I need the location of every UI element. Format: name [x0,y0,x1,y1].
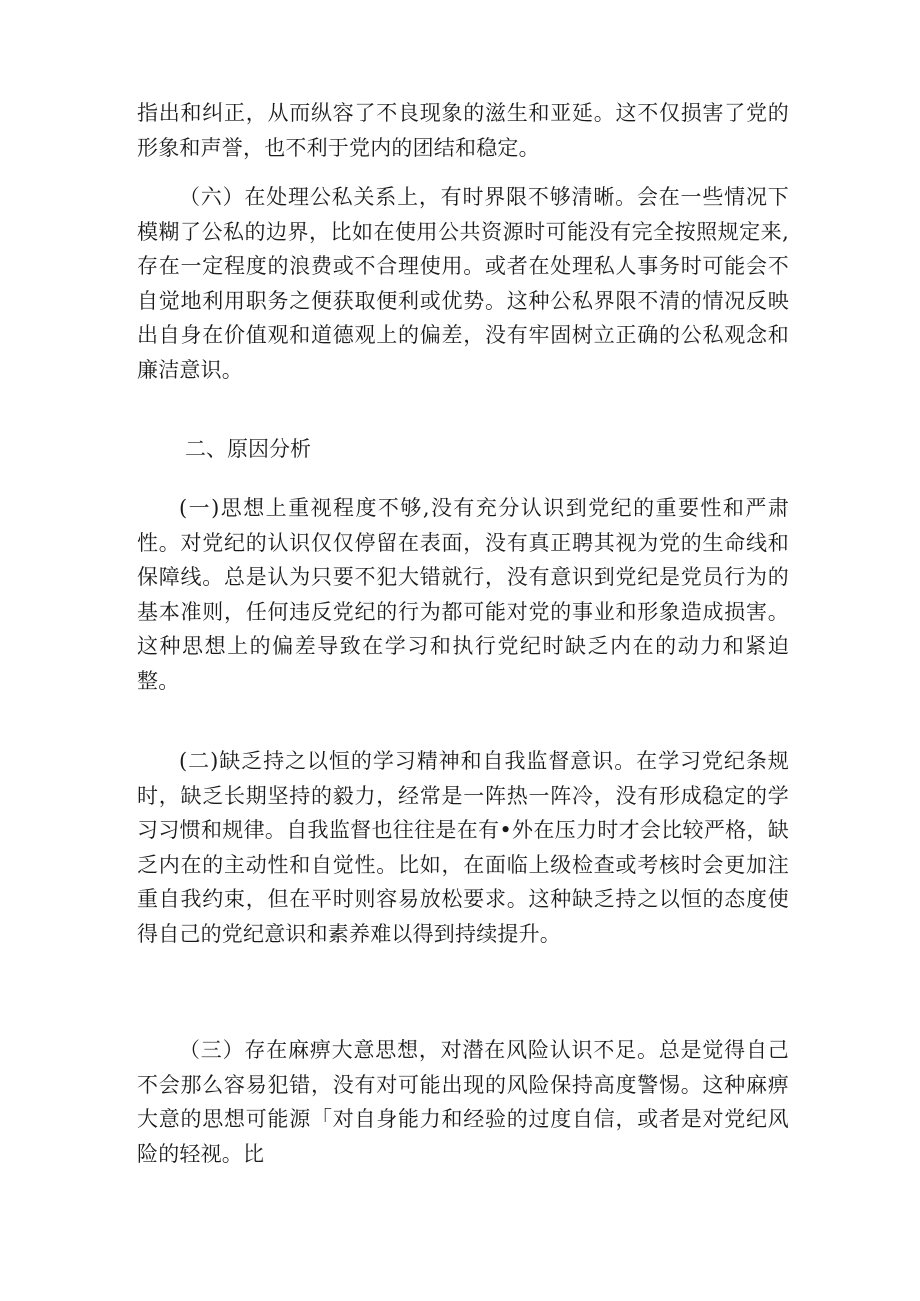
paragraph-cause-three: （三）存在麻痹大意思想，对潜在风险认识不足。总是觉得自己不会那么容易犯错，没有对可能出现的风险保持高度警惕。这种麻痹大意的思想可能源「对自身能力和经验的过度自信，或者是对党纪风险的轻视。比 [137,1038,789,1166]
paragraph-item-six: （六）在处理公私关系上，有时界限不够清晰。会在一些情况下模糊了公私的边界，比如在使用公共资源时可能没有完全按照规定来,存在一定程度的浪费或不合理使用。或者在处理私人事务时可能会不自觉地利用职务之便获取便利或优势。这种公私界限不清的情况反映出自身在价值观和道德观上的偏差，没有牢固树立正确的公私观念和廉洁意识。 [137,185,789,382]
paragraph-cause-two: (二)缺乏持之以恒的学习精神和自我监督意识。在学习党纪条规时，缺乏长期坚持的毅力，经常是一阵热一阵冷，没有形成稳定的学习习惯和规律。自我监督也往往是在有•外在压力时才会比较严格，缺乏内在的主动性和自觉性。比如，在面临上级检查或考核时会更加注重自我约束，但在平时则容易放松要求。这种缺乏持之以恒的态度使得自己的党纪意识和素养难以得到持续提升。 [137,749,789,946]
paragraph-cause-one: (一)思想上重视程度不够,没有充分认识到党纪的重要性和严肃性。对党纪的认识仅仅停留在表面，没有真正聘其视为党的生命线和保障线。总是认为只要不犯大错就行，没有意识到党纪是党员行为的基本准则，任何违反党纪的行为都可能对党的事业和形象造成损害。这种思想上的偏差导致在学习和执行党纪时缺乏内在的动力和紧迫整。 [137,496,789,693]
section-heading-cause-analysis: 二、原因分析 [185,437,311,461]
paragraph-continuation: 指出和纠正，从而纵容了不良现象的滋生和亚延。这不仅损害了党的形象和声誉，也不利于党内的团结和稳定。 [137,101,789,160]
